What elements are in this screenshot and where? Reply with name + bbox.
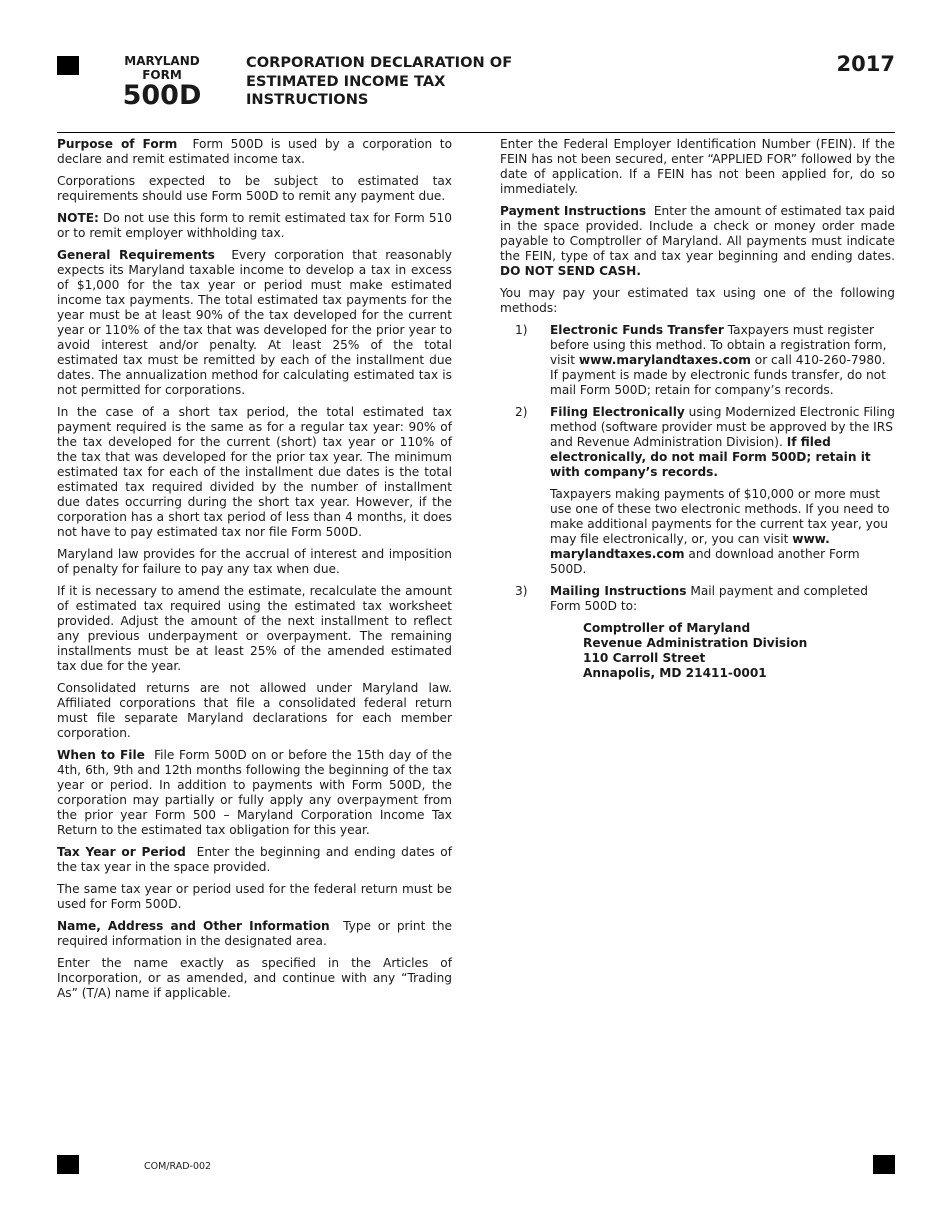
form-word: FORM: [142, 68, 182, 82]
method-heading: Mailing Instructions: [550, 584, 687, 598]
note-heading: NOTE:: [57, 211, 99, 225]
amend-paragraph: If it is necessary to amend the estimate, recalculate the amount of estimated tax required using the estimated tax worksheet provided. Adjust the amount of the next installment to reflect any previous underpayment or overpayment. The remaining installments must be at least 25% of the amended estimated tax due for the year.: [57, 584, 452, 673]
method-item: 1) Electronic Funds Transfer Taxpayers must register before using this method. To obtain a registration form, visit www.marylandtaxes.com or call 410-260-7980. If payment is made by electronic funds transfer, do not mail Form 500D; retain for company’s records.: [515, 323, 887, 397]
same-period-paragraph: The same tax year or period used for the federal return must be used for Form 500D.: [57, 882, 452, 911]
when-to-file-heading: When to File: [57, 748, 145, 762]
title-line-3: INSTRUCTIONS: [246, 91, 369, 108]
tax-year-heading: Tax Year or Period: [57, 845, 186, 859]
purpose-heading: Purpose of Form: [57, 137, 178, 151]
general-requirements-heading: General Requirements: [57, 248, 215, 262]
payment-paragraph: Payment Instructions Enter the amount of estimated tax paid in the space provided. Include a check or money order made payable to Comptroller of Maryland. All payments must indicate the FEIN, type of tax and tax year beginning and ending dates. DO NOT SEND CASH.: [500, 204, 896, 278]
method-number: 2): [515, 405, 528, 419]
consolidated-paragraph: Consolidated returns are not allowed under Maryland law. Affiliated corporations that file a consolidated federal return must file separate Maryland declarations for each member corporation.: [57, 681, 452, 740]
name-address-paragraph: Name, Address and Other Information Type or print the required information in the designated area.: [57, 919, 452, 948]
right-column: [500, 137, 895, 688]
mailing-address: [583, 621, 895, 681]
fein-paragraph: Enter the Federal Employer Identification Number (FEIN). If the FEIN has not been secured, enter “APPLIED FOR” followed by the date of application. If a FEIN has not been applied for, do so immediately.: [500, 137, 895, 196]
payment-methods-list: [500, 323, 895, 681]
state-label: MARYLAND: [124, 54, 200, 68]
note-paragraph: NOTE: Do not use this form to remit estimated tax for Form 510 or to remit employer withholding tax.: [57, 211, 453, 240]
form-code: COM/RAD-002: [144, 1161, 212, 1172]
expected-paragraph: Corporations expected to be subject to estimated tax requirements should use Form 500D to remit any payment due.: [57, 174, 452, 203]
when-to-file-paragraph: When to File File Form 500D on or before the 15th day of the 4th, 6th, 9th and 12th months following the beginning of the tax year or period. In addition to payments with Form 500D, the corporation may partially or fully apply any overpayment from the prior year Form 500 – Maryland Corporation Income Tax Return to the estimated tax obligation for this year.: [57, 748, 452, 837]
left-column: [57, 137, 452, 1008]
registration-mark-bottom-right: [873, 1155, 895, 1174]
short-period-paragraph: In the case of a short tax period, the total estimated tax payment required is the same as for a regular tax year: 90% of the tax developed for the current (short) tax year or 110% of the tax that was developed for the prior tax year. The minimum estimated tax for each of the installment due dates is the total estimated tax required divided by the number of installment due dates occurring during the short tax year. However, if the corporation has a short tax period of less than 4 months, it does not have to pay estimated tax nor file Form 500D.: [57, 405, 452, 539]
tax-year-paragraph: Tax Year or Period Enter the beginning and ending dates of the tax year in the space provided.: [57, 845, 452, 874]
general-requirements-paragraph: General Requirements Every corporation that reasonably expects its Maryland taxable income to develop a tax in excess of $1,000 for the tax year or period must make estimated income tax payments. The total estimated tax payments for the year must be at least 90% of the tax developed for the current year or 110% of the tax that was developed for the prior year to avoid interest and/or penalty. At least 25% of the total estimated tax must be remitted by each of the installment due dates. The annualization method for calculating estimated tax is not permitted for corporations.: [57, 248, 452, 397]
methods-intro: You may pay your estimated tax using one of the following methods:: [500, 286, 895, 315]
website-link[interactable]: www. marylandtaxes.com: [550, 532, 830, 561]
header-divider: [57, 132, 895, 133]
address-line: Revenue Administration Division: [583, 636, 808, 650]
method-heading: Electronic Funds Transfer: [550, 323, 724, 337]
title-line-1: CORPORATION DECLARATION OF: [246, 54, 513, 71]
no-cash-warning: DO NOT SEND CASH.: [500, 264, 641, 278]
form-number: 500D: [122, 80, 202, 111]
address-line: 110 Carroll Street: [583, 651, 706, 665]
registration-mark-top-left: [57, 56, 79, 75]
method-number: 3): [515, 584, 528, 598]
website-link[interactable]: www.marylandtaxes.com: [578, 353, 751, 367]
enter-name-paragraph: Enter the name exactly as specified in the Articles of Incorporation, or as amended, and continue with any “Trading As” (T/A) name if applicable.: [57, 956, 452, 1000]
address-line: Annapolis, MD 21411-0001: [583, 666, 767, 680]
method-item: 3) Mailing Instructions Mail payment and completed Form 500D to: Comptroller of Maryland Revenue Administration Division 110 Carroll Street Annapolis, MD 21411-0001: [515, 584, 895, 681]
method-item: 2) Filing Electronically using Modernized Electronic Filing method (software provider must be approved by the IRS and Revenue Administration Division). If filed electronically, do not mail Form 500D; retain it with company’s records. Taxpayers making payments of $10,000 or more must use one of these two electronic methods. If you need to make additional payments for the current tax year, you may file electronically, or, you can visit www. marylandtaxes.com and download another Form 500D.: [515, 405, 895, 576]
page-title: [246, 54, 586, 110]
payment-heading: Payment Instructions: [500, 204, 647, 218]
law-paragraph: Maryland law provides for the accrual of interest and imposition of penalty for failure to pay any tax when due.: [57, 547, 452, 576]
tax-year: 2017: [836, 52, 895, 76]
title-line-2: ESTIMATED INCOME TAX: [246, 72, 446, 90]
form-label: [118, 54, 206, 82]
method-number: 1): [515, 323, 528, 337]
purpose-paragraph: Purpose of Form Form 500D is used by a corporation to declare and remit estimated income tax.: [57, 137, 452, 166]
registration-mark-bottom-left: [57, 1155, 79, 1174]
address-line: Comptroller of Maryland: [583, 621, 751, 635]
method-heading: Filing Electronically: [550, 405, 685, 419]
name-address-heading: Name, Address and Other Information: [57, 919, 330, 933]
